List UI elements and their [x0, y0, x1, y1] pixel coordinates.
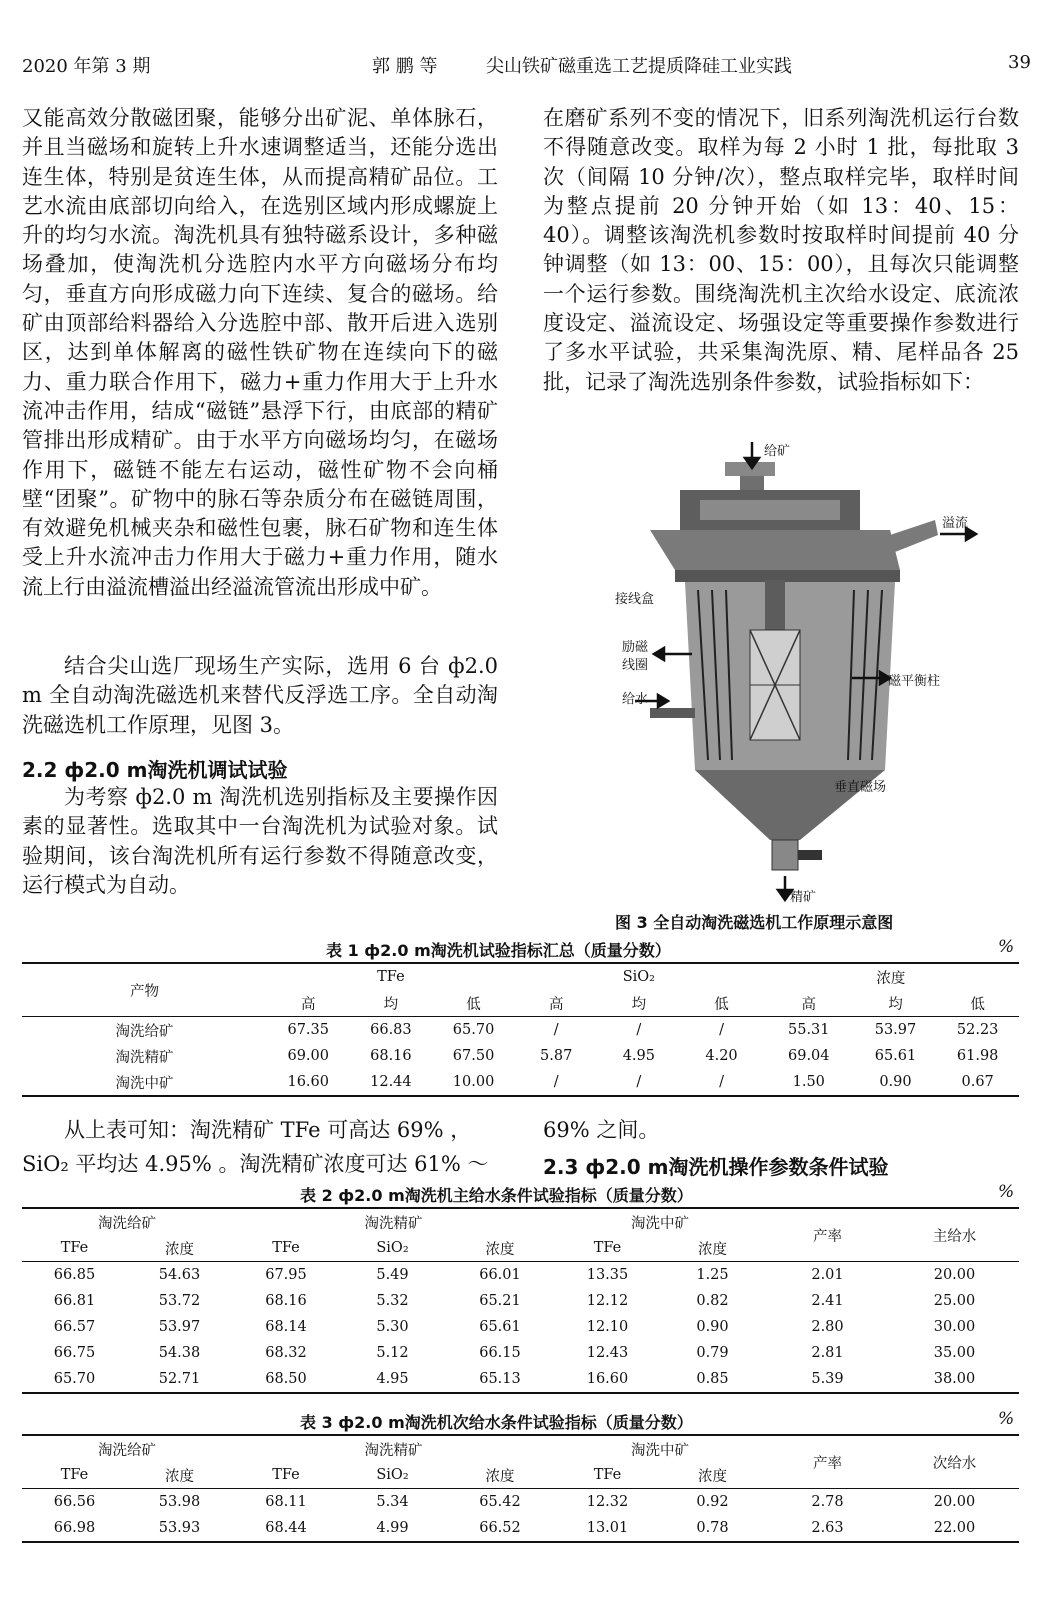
overflow-pipe [890, 520, 938, 552]
table-row [22, 1515, 1019, 1542]
table-cell: 淘洗中矿 [115, 1075, 174, 1092]
sub-header: SiO₂ [340, 1462, 445, 1489]
running-title: 尖山铁矿磁重选工艺提质降硅工业实践 [486, 56, 792, 77]
table-2 [22, 1207, 1019, 1394]
table-row [22, 1262, 1019, 1289]
table-cell: / [719, 1022, 724, 1038]
col-param-header: 次给水 [890, 1435, 1019, 1489]
label-concentrate: 精矿 [790, 890, 817, 905]
table-cell: 69.00 [287, 1048, 329, 1064]
col-yield-header: 产率 [765, 1208, 890, 1262]
table-cell: 67.50 [452, 1048, 495, 1064]
col-product-header: 产物 [22, 963, 267, 1017]
table-1 [22, 962, 1019, 1097]
table-2-caption: 表 2 ф2.0 m淘洗机主给水条件试验指标（质量分数） [300, 1186, 693, 1205]
table-cell: 65.21 [479, 1293, 521, 1309]
sub-header: 浓度 [445, 1235, 555, 1262]
figure-3-caption: 图 3 全自动淘洗磁选机工作原理示意图 [615, 913, 894, 932]
label-vertical-field: 垂直磁场 [834, 780, 887, 795]
table-row [22, 1489, 1019, 1516]
table-1-caption: 表 1 ф2.0 m淘洗机试验指标汇总（质量分数） [326, 941, 671, 960]
left-paragraph-2: 结合尖山选厂现场生产实际，选用 6 台 ф2.0 m 全自动淘洗磁选机来替代反浮选工序。全自动淘洗磁选机工作原理，见图 3。 [22, 654, 498, 737]
table-cell: 55.31 [788, 1022, 830, 1038]
sub-header: TFe [22, 1235, 127, 1262]
table-cell: 30.00 [933, 1319, 976, 1335]
table-cell: 0.79 [696, 1345, 729, 1361]
table-cell: 52.71 [158, 1371, 201, 1387]
table-cell: 5.34 [376, 1494, 409, 1510]
table-cell: 67.35 [287, 1022, 329, 1038]
table-cell: 66.85 [53, 1267, 96, 1283]
label-coil-1: 励磁 [622, 640, 649, 655]
table-cell: 69.04 [788, 1048, 830, 1064]
table-cell: 0.82 [696, 1293, 729, 1309]
sub-header: 低 [936, 990, 1019, 1017]
table-cell: 12.10 [586, 1319, 629, 1335]
table-1-unit: % [998, 937, 1015, 957]
table-cell: 66.83 [370, 1022, 412, 1038]
table-cell: 2.41 [811, 1293, 844, 1309]
label-balance-column: 磁平衡柱 [888, 674, 941, 689]
table-cell: 淘洗精矿 [115, 1049, 174, 1066]
table-cell: 10.00 [452, 1074, 495, 1090]
table-cell: 2.81 [811, 1345, 844, 1361]
table-cell: 5.32 [376, 1293, 409, 1309]
table-3-caption: 表 3 ф2.0 m淘洗机次给水条件试验指标（质量分数） [300, 1413, 693, 1432]
table-cell: 65.70 [452, 1022, 495, 1038]
table-cell: 66.81 [53, 1293, 96, 1309]
table-cell: 2.01 [811, 1267, 844, 1283]
sub-header: TFe [232, 1235, 340, 1262]
table-row [22, 1288, 1019, 1314]
group-header: 淘洗精矿 [364, 1442, 423, 1459]
section-heading-2-3: 2.3 ф2.0 m淘洗机操作参数条件试验 [543, 1155, 889, 1179]
sub-header: 高 [515, 990, 598, 1017]
group-header: 淘洗精矿 [364, 1215, 423, 1232]
table-cell: 4.95 [622, 1048, 655, 1064]
table-3-unit: % [998, 1409, 1015, 1429]
sub-header: 均 [855, 990, 937, 1017]
table-cell: 13.35 [586, 1267, 629, 1283]
table-cell: 65.13 [479, 1371, 521, 1387]
sub-header: 浓度 [127, 1462, 232, 1489]
sub-header: TFe [555, 1235, 660, 1262]
table-cell: 16.60 [586, 1371, 629, 1387]
label-coil-2: 线圈 [622, 658, 649, 673]
table-cell: 25.00 [933, 1293, 976, 1309]
group-header: 淘洗中矿 [631, 1442, 689, 1459]
author-label: 郭 鹏 等 [372, 56, 438, 77]
label-feed: 给矿 [764, 444, 791, 459]
table-cell: 0.90 [879, 1074, 912, 1090]
group-header: TFe [377, 969, 405, 985]
table-row [22, 1069, 1019, 1096]
table-cell: 5.49 [376, 1267, 409, 1283]
table-cell: 66.98 [53, 1520, 96, 1536]
table-cell: 66.75 [53, 1345, 96, 1361]
table-cell: 淘洗给矿 [115, 1023, 174, 1040]
sub-header: SiO₂ [340, 1235, 445, 1262]
table-cell: 68.44 [265, 1520, 307, 1536]
label-overflow: 溢流 [942, 516, 969, 531]
table-cell: 35.00 [933, 1345, 976, 1361]
mid-left-line-2: SiO₂ 平均达 4.95% 。淘洗精矿浓度可达 61% ～ [22, 1152, 489, 1176]
table-cell: 4.95 [376, 1371, 409, 1387]
table-cell: / [636, 1074, 642, 1090]
table-cell: 0.92 [696, 1494, 729, 1510]
table-cell: 1.50 [792, 1074, 825, 1090]
col-param-header: 主给水 [890, 1208, 1019, 1262]
table-cell: 66.56 [53, 1494, 96, 1510]
table-cell: 16.60 [287, 1074, 329, 1090]
table-cell: 2.63 [811, 1520, 844, 1536]
table-cell: 0.78 [696, 1520, 729, 1536]
sub-header: 低 [432, 990, 515, 1017]
table-cell: 5.12 [376, 1345, 409, 1361]
table-cell: 0.85 [696, 1371, 729, 1387]
label-water: 给水 [622, 692, 649, 707]
table-cell: 54.63 [158, 1267, 201, 1283]
table-cell: 53.97 [158, 1319, 201, 1335]
page-number: 39 [1008, 52, 1031, 73]
table-cell: 65.70 [53, 1371, 96, 1387]
sub-header: TFe [22, 1462, 127, 1489]
table-cell: 53.97 [874, 1022, 917, 1038]
left-paragraph-1: 又能高效分散磁团聚，能够分出矿泥、单体脉石，并且当磁场和旋转上升水速调整适当，还能分选出连生体，特别是贫连生体，从而提高精矿品位。工艺水流由底部切向给入，在选别区域内形成螺旋上升的均匀水流。淘洗机具有独特磁系设计，多种磁场叠加，使淘洗机分选腔内水平方向磁场分布均匀，垂直方向形成磁力向下连续、复合的磁场。给矿由顶部给料器给入分选腔中部、散开后进入选别区，达到单体解离的磁性铁矿物在连续向下的磁力、重力联合作用下，磁力+重力作用大于上升水流冲击作用，结成“磁链”悬浮下行，由底部的精矿管排出形成精矿。由于水平方向磁场均匀，在磁场作用下，磁链不能左右运动，磁性矿物不会向桶壁“团聚”。矿物中的脉石等杂质分布在磁链周围，有效避免机械夹杂和磁性包裹，脉石矿物和连生体受上升水流冲击力作用大于磁力+重力作用，随水流上行由溢流槽溢出经溢流管流出形成中矿。 [22, 106, 498, 599]
table-cell: 12.44 [370, 1074, 412, 1090]
sub-header: 均 [350, 990, 433, 1017]
group-header: SiO₂ [622, 969, 655, 985]
table-cell: 13.01 [586, 1520, 629, 1536]
table-row [22, 1314, 1019, 1340]
table-cell: 5.30 [376, 1319, 409, 1335]
table-cell: 38.00 [933, 1371, 976, 1387]
sub-header: TFe [555, 1462, 660, 1489]
table-cell: 2.78 [811, 1494, 844, 1510]
issue-label: 2020 年第 3 期 [22, 56, 151, 77]
table-cell: 66.57 [53, 1319, 96, 1335]
left-paragraph-3: 为考察 ф2.0 m 淘洗机选别指标及主要操作因素的显著性。选取其中一台淘洗机为试验对象。试验期间，该台淘洗机所有运行参数不得随意改变，运行模式为自动。 [22, 785, 498, 897]
table-cell: 0.67 [961, 1074, 994, 1090]
table-row [22, 1340, 1019, 1366]
table-cell: 54.38 [158, 1345, 201, 1361]
table-cell: 65.42 [479, 1494, 521, 1510]
right-paragraph-1: 在磨矿系列不变的情况下，旧系列淘洗机运行台数不得随意改变。取样为每 2 小时 1 批，每批取 3 次（间隔 10 分钟/次），整点取样完毕，取样时间为整点提前 20 分钟开始（如 13：40、15：40）。调整该淘洗机参数时按取样时间提前 40 分钟调整（如 13：00、15：00），且每次只能调整一个运行参数。围绕淘洗机主次给水设定、底流浓度设定、溢流设定、场强设定等重要操作参数进行了多水平试验，共采集淘洗原、精、尾样品各 25 批，记录了淘洗选别条件参数，试验指标如下： [543, 106, 1019, 394]
table-cell: 68.16 [370, 1048, 412, 1064]
table-row [22, 1017, 1019, 1044]
table-cell: 0.90 [696, 1319, 729, 1335]
table-cell: 68.50 [265, 1371, 307, 1387]
table-cell: 66.15 [479, 1345, 521, 1361]
table-cell: 12.12 [586, 1293, 629, 1309]
table-2-unit: % [998, 1182, 1015, 1202]
table-cell: 12.43 [586, 1345, 629, 1361]
table-cell: 68.32 [265, 1345, 307, 1361]
sub-header: 低 [680, 990, 763, 1017]
table-3 [22, 1434, 1019, 1543]
sub-header: 浓度 [660, 1235, 765, 1262]
table-cell: 52.23 [956, 1022, 999, 1038]
table-cell: 1.25 [696, 1267, 729, 1283]
group-header: 浓度 [876, 970, 906, 987]
table-cell: 4.20 [705, 1048, 738, 1064]
table-cell: 5.39 [811, 1371, 844, 1387]
sub-header: 高 [267, 990, 350, 1017]
sub-header: 高 [763, 990, 855, 1017]
sub-header: 均 [598, 990, 681, 1017]
table-cell: / [636, 1022, 642, 1038]
table-cell: 22.00 [933, 1520, 976, 1536]
table-cell: 20.00 [933, 1267, 976, 1283]
table-cell: 68.14 [265, 1319, 307, 1335]
water-inlet-pipe [650, 708, 695, 718]
table-cell: 53.98 [158, 1494, 201, 1510]
elutriation-magnetic-separator-diagram [590, 440, 990, 910]
table-cell: / [719, 1074, 724, 1090]
table-cell: 5.87 [540, 1048, 573, 1064]
table-cell: 68.16 [265, 1293, 307, 1309]
label-junction-box: 接线盒 [615, 592, 655, 607]
table-row [22, 1043, 1019, 1069]
table-cell: 20.00 [933, 1494, 976, 1510]
table-cell: 53.93 [158, 1520, 201, 1536]
sub-header: 浓度 [445, 1462, 555, 1489]
mid-right-line-1: 69% 之间。 [543, 1118, 660, 1142]
concentrate-valve [772, 840, 798, 870]
table-cell: / [553, 1074, 559, 1090]
table-cell: 65.61 [874, 1048, 917, 1064]
table-row [22, 1366, 1019, 1393]
table-cell: 2.80 [811, 1319, 844, 1335]
mid-left-line-1: 从上表可知：淘洗精矿 TFe 可高达 69% ， [64, 1118, 472, 1142]
sub-header: 浓度 [127, 1235, 232, 1262]
table-cell: 68.11 [265, 1494, 307, 1510]
table-cell: 65.61 [479, 1319, 521, 1335]
table-cell: 53.72 [158, 1293, 201, 1309]
table-cell: 12.32 [586, 1494, 629, 1510]
group-header: 淘洗中矿 [631, 1215, 689, 1232]
group-header: 淘洗给矿 [98, 1442, 156, 1459]
table-cell: 4.99 [376, 1520, 409, 1536]
table-cell: 66.52 [479, 1520, 521, 1536]
table-cell: 67.95 [265, 1267, 307, 1283]
group-header: 淘洗给矿 [98, 1215, 156, 1232]
table-cell: 66.01 [479, 1267, 521, 1283]
overflow-trough [650, 530, 900, 570]
sub-header: 浓度 [660, 1462, 765, 1489]
section-heading-2-2: 2.2 ф2.0 m淘洗机调试试验 [22, 758, 288, 782]
table-cell: / [553, 1022, 559, 1038]
sub-header: TFe [232, 1462, 340, 1489]
col-yield-header: 产率 [765, 1435, 890, 1489]
table-cell: 61.98 [956, 1048, 999, 1064]
